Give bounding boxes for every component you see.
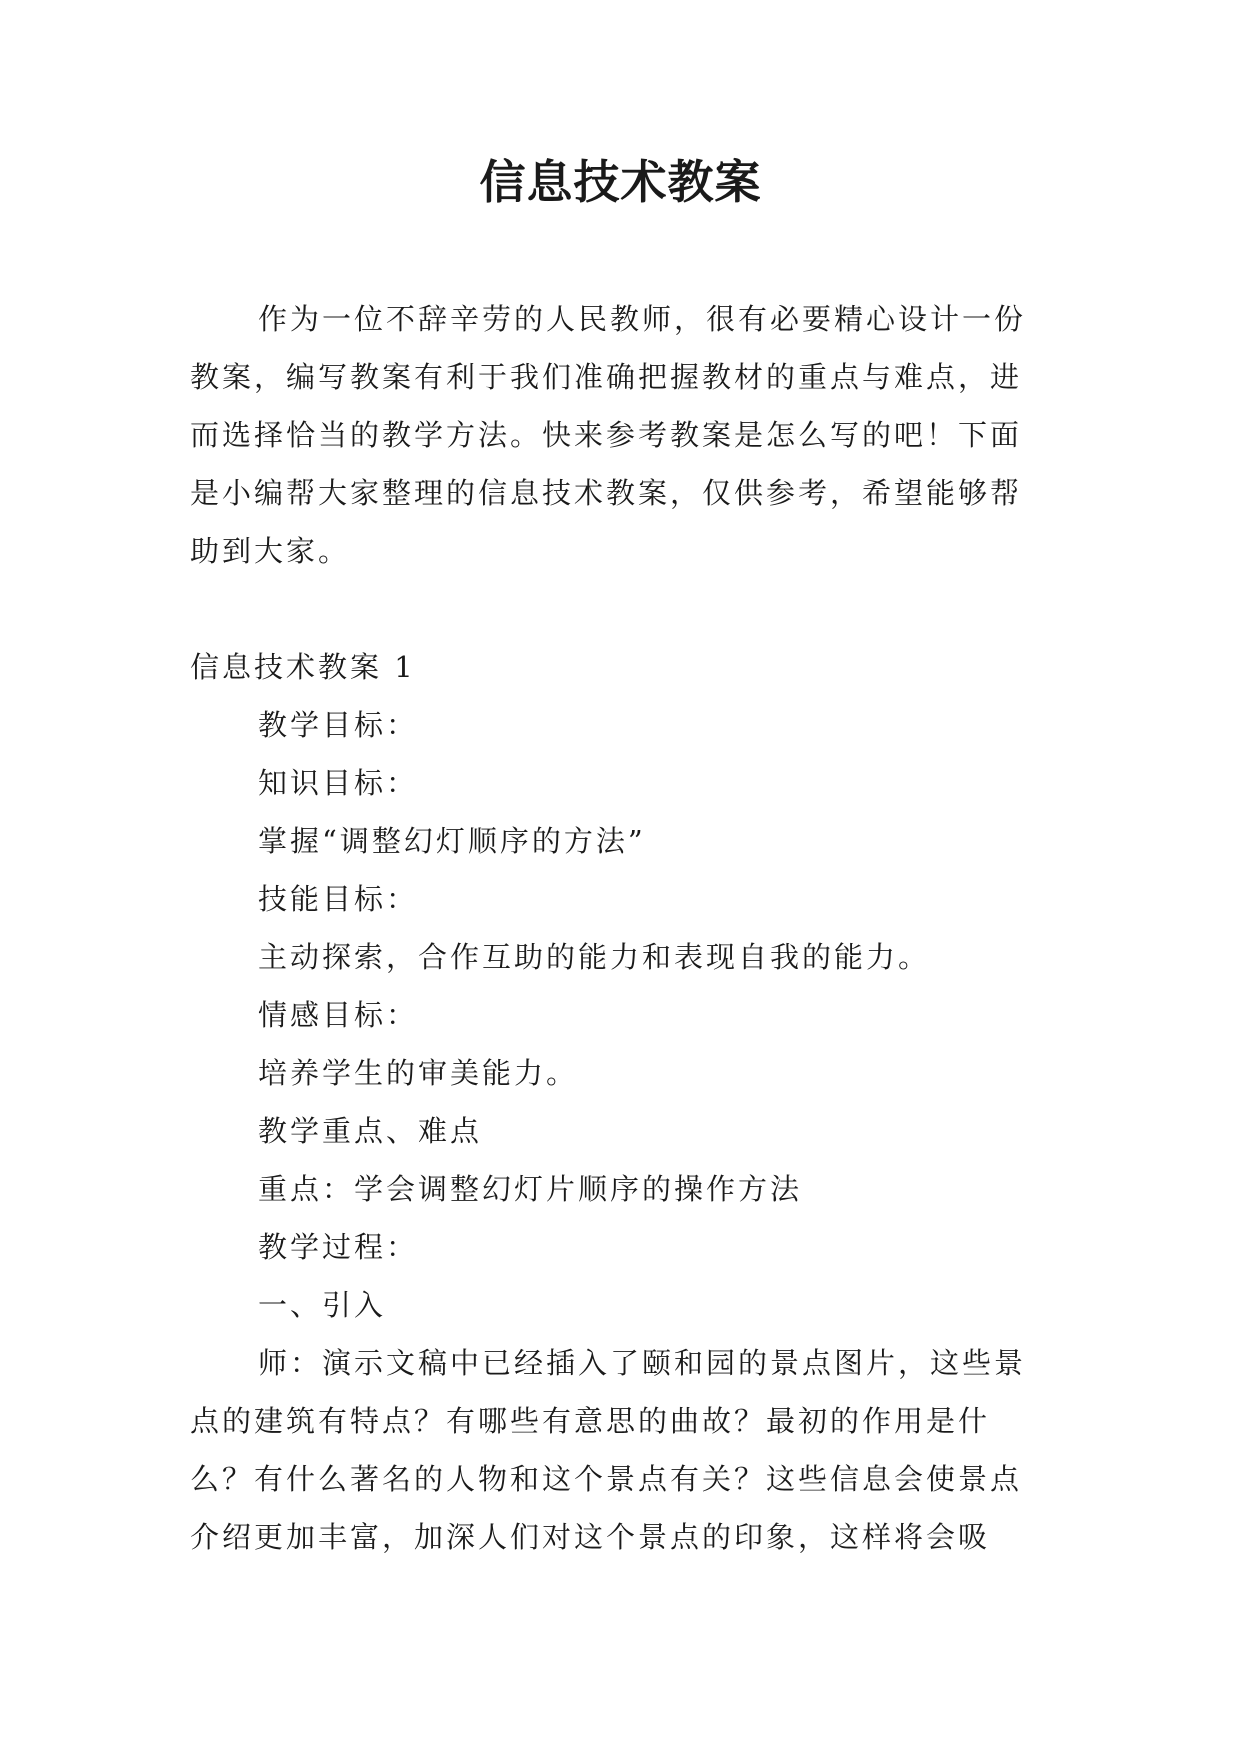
paragraph-key-point: 重点：学会调整幻灯片顺序的操作方法 [258,1172,803,1206]
paragraph-knowledge-goals: 知识目标： [258,766,419,800]
paragraph-skill-goal-content: 主动探索，合作互助的能力和表现自我的能力。 [258,940,931,974]
paragraph-emotion-goals: 情感目标： [258,998,419,1032]
paragraph-emotion-goal-content: 培养学生的审美能力。 [258,1056,579,1090]
section-heading: 信息技术教案 1 [190,650,416,684]
paragraph-knowledge-goal-content: 掌握“调整幻灯顺序的方法” [258,824,646,858]
paragraph-introduction-step: 一、引入 [258,1288,387,1322]
paragraph-teaching-process: 教学过程： [258,1230,419,1264]
document-body [190,290,1050,1566]
paragraph-skill-goals: 技能目标： [258,882,419,916]
paragraph-teacher-speech: 师：演示文稿中已经插入了颐和园的景点图片，这些景点的建筑有特点？有哪些有意思的曲故？最初的作用是什么？有什么著名的人物和这个景点有关？这些信息会使景点介绍更加丰富，加深人们对这个景点的印象，这样将会吸 [190,1346,1027,1554]
paragraph-teaching-goals: 教学目标： [258,708,419,742]
document-title: 信息技术教案 [479,155,762,209]
intro-paragraph: 作为一位不辞辛劳的人民教师，很有必要精心设计一份教案，编写教案有利于我们准确把握教材的重点与难点，进而选择恰当的教学方法。快来参考教案是怎么写的吧！下面是小编帮大家整理的信息技术教案，仅供参考，希望能够帮助到大家。 [190,302,1027,568]
paragraph-key-difficulties: 教学重点、难点 [258,1114,483,1148]
